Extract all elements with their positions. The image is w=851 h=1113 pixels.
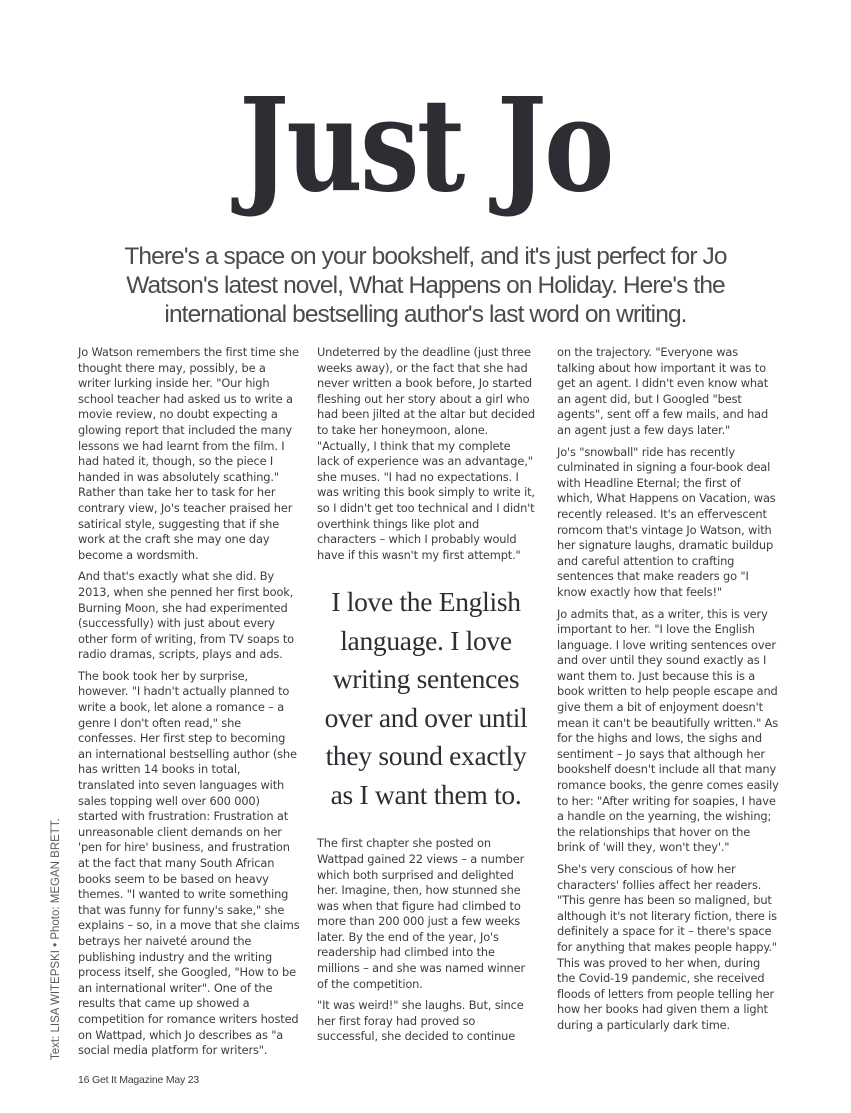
standfirst: There's a space on your bookshelf, and it's just perfect for Jo Watson's latest novel, What Happens on Holiday. Here's the international bestselling author's last word on writing. [124,243,727,328]
paragraph: The book took her by surprise, however. "I hadn't actually planned to write a book, let alone a romance – a genre I don't often read," she confesses. Her first step to becoming an international bestselling author (she has written 14 books in total, translated into seven languages with sales topping well over 600 000) started with frustration: Frustration at unreasonable client demands on her 'pen for hire' business, and frustration at the fact that many South African books seem to be based on heavy themes. "I wanted to write something that was funny for funny's sake," she explains – so, in a move that she claims betrays her naiveté around the publishing industry and the writing process itself, she Googled, "How to be an international writer". One of the results that came up showed a competition for romance writers hosted on Wattpad, which Jo describes as "a social media platform for writers". [78,668,300,1058]
paragraph: She's very conscious of how her characters' follies affect her readers. "This genre has been so maligned, but although it's not literary fiction, there is definitely a space for it – there's space for anything that makes people happy." This was proved to her when, during the Covid-19 pandemic, she received floods of letters from people telling her how her books had given them a light during a particularly dark time. [557,862,777,1032]
paragraph: The first chapter she posted on Wattpad gained 22 views – a number which both surprised and delighted her. Imagine, then, how stunned she was when that figure had climbed to more than 200 000 just a few weeks later. By the end of the year, Jo's readership had climbed into the millions – and she was named winner of the competition. [317,836,526,991]
paragraph: "It was weird!" she laughs. But, since her first foray had proved so successful, she decided to continue [317,998,524,1044]
column-3 [557,345,779,1040]
paragraph: on the trajectory. "Everyone was talking about how important it was to get an agent. I didn't even know what an agent did, but I Googled "best agents", sent off a few mails, and had an agent just a few days later." [557,345,769,437]
photo-credit: Text: LISA WITEPSKI • Photo: MEGAN BRETT. [50,818,62,1060]
paragraph: Jo's "snowball" ride has recently culminated in signing a four-book deal with Headline Eternal; the first of which, What Happens on Vacation, was recently released. It's an effervescent romcom that's vintage Jo Watson, with her signature laughs, dramatic buildup and careful attention to crafting sentences that make readers go "I know exactly how that feels!" [557,444,776,599]
page-footer: 16 Get It Magazine May 23 [78,1074,200,1086]
column-2 [317,345,535,1051]
paragraph: Undeterred by the deadline (just three weeks away), or the fact that she had never written a book before, Jo started fleshing out her story about a girl who had been jilted at the altar but decided to take her honeymoon, alone. "Actually, I think that my complete lack of experience was an advantage," she muses. "I had no expectations. I was writing this book simply to write it, so I didn't get too technical and I didn't overthink things like plot and characters – which I probably would have if this wasn't my first attempt." [317,345,535,562]
column-1 [78,345,300,1065]
paragraph: Jo admits that, as a writer, this is very important to her. "I love the English language. I love writing sentences over and over until they sound exactly as I want them to. Just because this is a book written to help people escape and give them a bit of enjoyment doesn't mean it can't be beautifully written." As for the highs and lows, the sighs and sentiment – Jo says that although her bookshelf doesn't include all that many romance books, the genre comes easily to her: "After writing for soapies, I have a handle on the yearning, the wishing; the relationships that hover on the brink of 'will they, won't they'." [557,606,779,855]
paragraph: And that's exactly what she did. By 2013, when she penned her first book, Burning Moon, she had experimented (successfully) with just about every other form of writing, from TV soaps to radio dramas, scripts, plays and ads. [78,569,294,662]
article-title: Just Jo [239,71,612,221]
paragraph: Jo Watson remembers the first time she thought there may, possibly, be a writer lurking inside her. "Our high school teacher had asked us to write a movie review, no doubt expecting a glowing report that included the many lessons we had learnt from the film. I had hated it, though, so the piece I handed in was absolutely scathing." Rather than take her to task for her contrary view, Jo's teacher praised her satirical style, suggesting that if she work at the craft she may one day become a wordsmith. [78,345,299,562]
pull-quote: I love the English language. I love writing sentences over and over until they sound exactly as I want them to. [324,586,528,810]
